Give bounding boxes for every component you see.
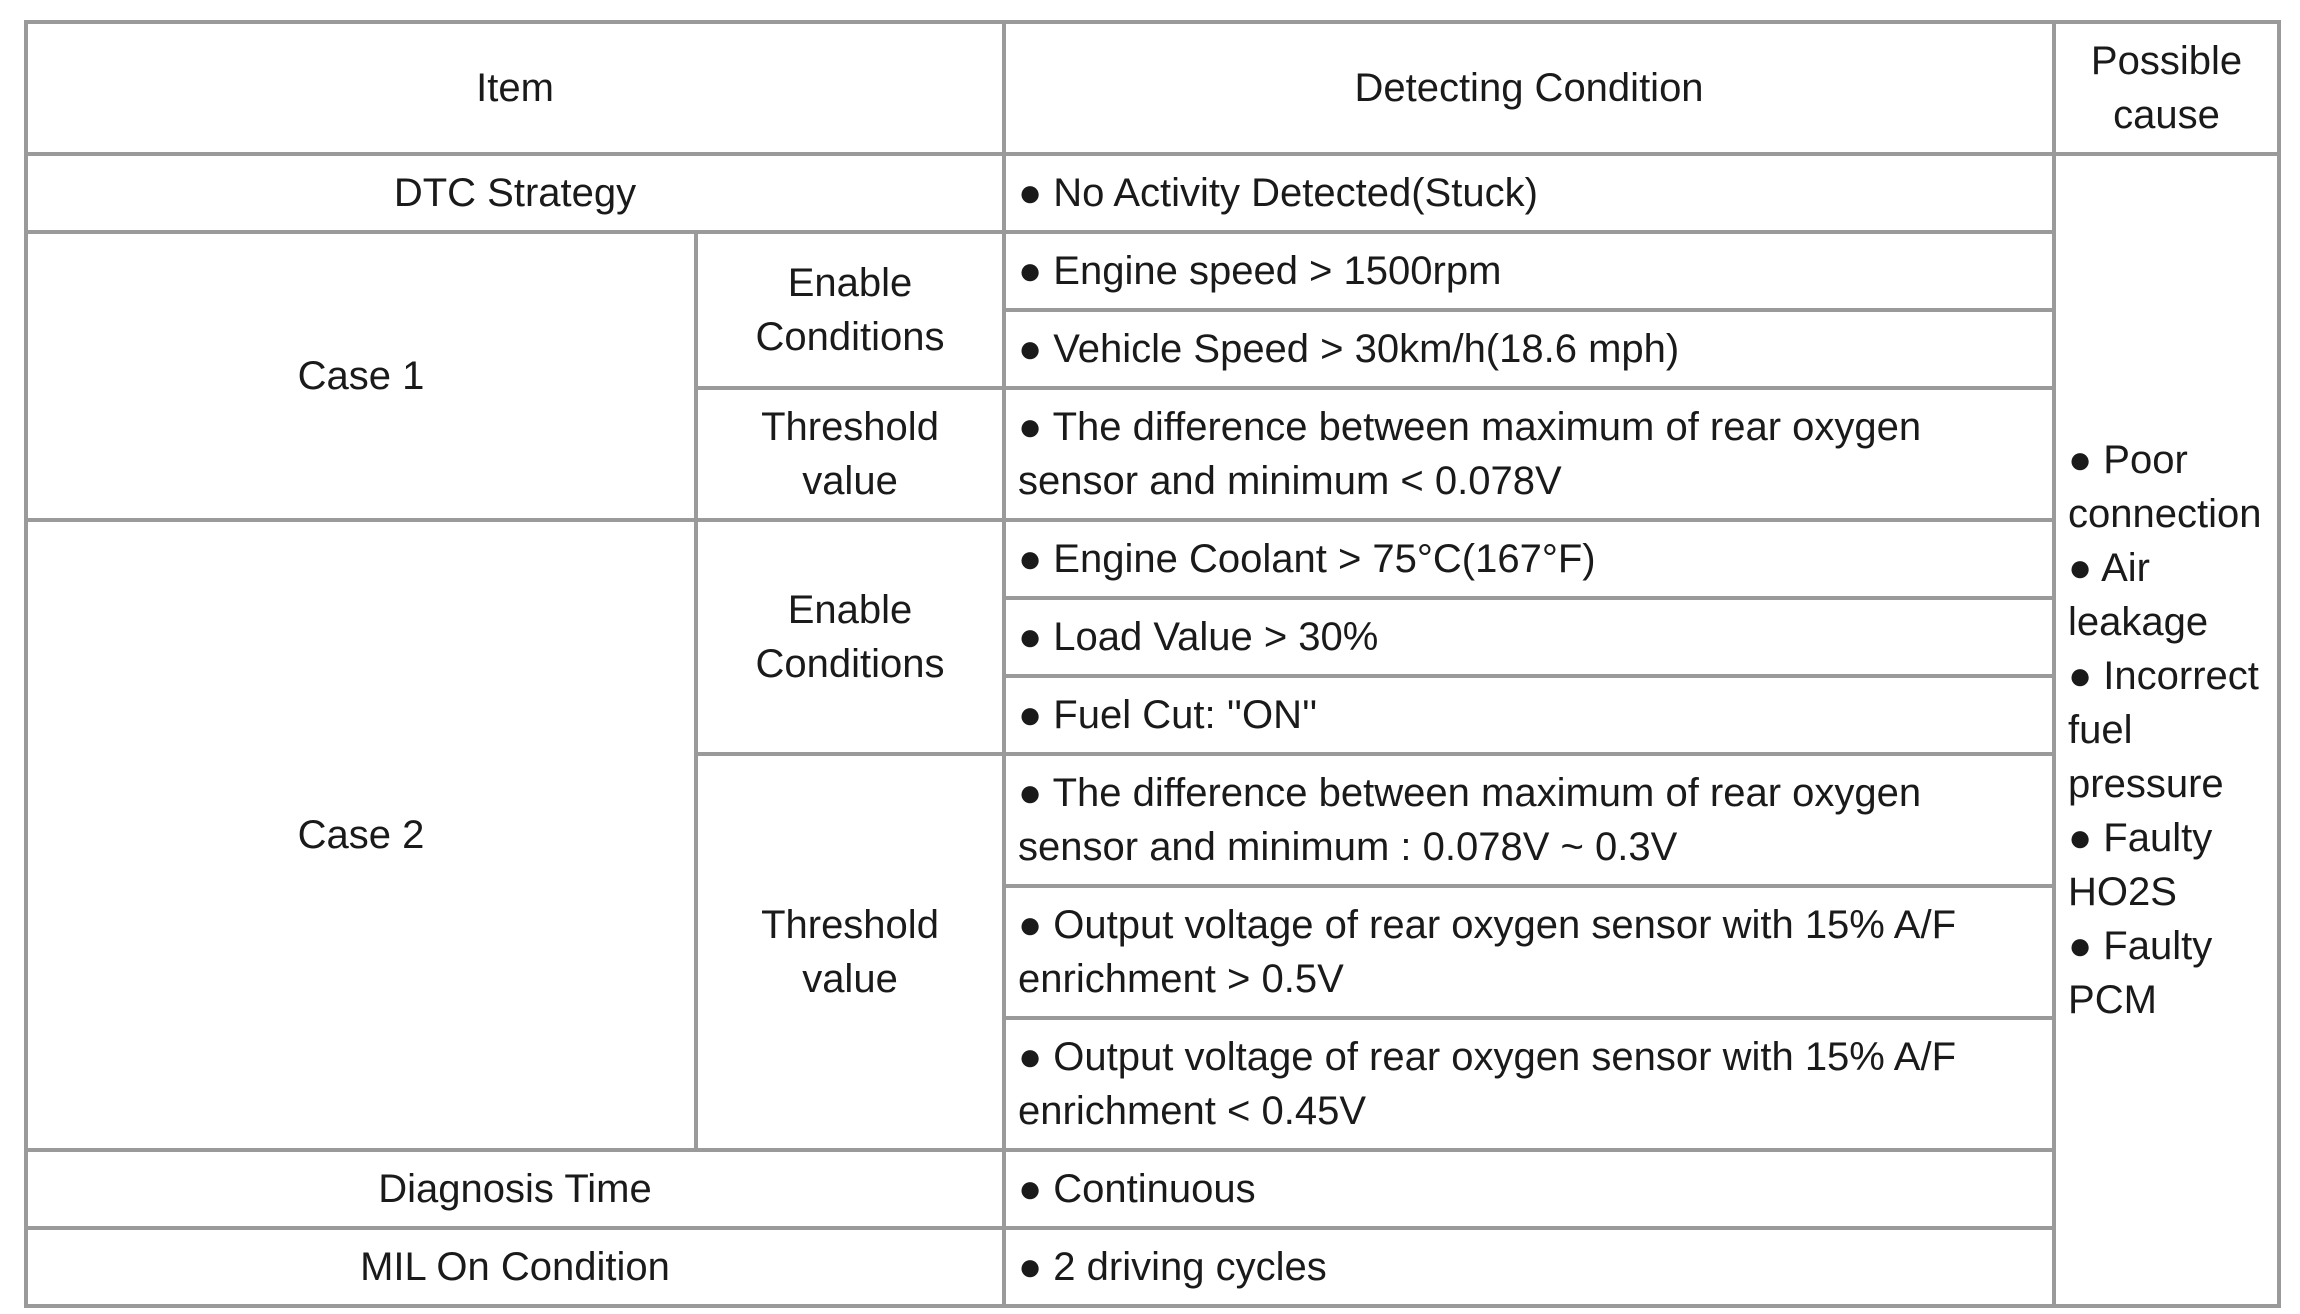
- header-possible-cause: Possible cause: [2054, 22, 2279, 154]
- case1-enable-label: Enable Conditions: [696, 232, 1004, 388]
- mil-on-condition-value: ● 2 driving cycles: [1004, 1228, 2054, 1306]
- case2-threshold-value: ● Output voltage of rear oxygen sensor with 15% A/F enrichment < 0.45V: [1004, 1018, 2054, 1150]
- cause-item: ● Faulty HO2S: [2068, 816, 2213, 914]
- case2-threshold-value: ● Output voltage of rear oxygen sensor with 15% A/F enrichment > 0.5V: [1004, 886, 2054, 1018]
- cause-item: ● Incorrect fuel pressure: [2068, 654, 2259, 806]
- row-diagnosis-time: [26, 1150, 2279, 1228]
- possible-cause-cell: [2054, 154, 2279, 1306]
- cause-item: ● Air leakage: [2068, 546, 2209, 644]
- cause-item: ● Poor connection: [2068, 438, 2262, 536]
- row-dtc-strategy: [26, 154, 2279, 232]
- cause-item: ● Faulty PCM: [2068, 924, 2213, 1022]
- diagnosis-time-condition: ● Continuous: [1004, 1150, 2054, 1228]
- dtc-strategy-label: DTC Strategy: [26, 154, 1004, 232]
- case2-enable-condition: ● Fuel Cut: ''ON'': [1004, 676, 2054, 754]
- case2-threshold-value: ● The difference between maximum of rear oxygen sensor and minimum : 0.078V ~ 0.3V: [1004, 754, 2054, 886]
- case2-enable-label: Enable Conditions: [696, 520, 1004, 754]
- mil-on-condition-label: MIL On Condition: [26, 1228, 1004, 1306]
- diagnosis-time-label: Diagnosis Time: [26, 1150, 1004, 1228]
- case2-enable-condition: ● Load Value > 30%: [1004, 598, 2054, 676]
- row-mil-on-condition: [26, 1228, 2279, 1306]
- dtc-spec-table: [24, 20, 2281, 1308]
- row-case2-enable-1: [26, 520, 2279, 598]
- dtc-strategy-condition: ● No Activity Detected(Stuck): [1004, 154, 2054, 232]
- case1-threshold-label: Threshold value: [696, 388, 1004, 520]
- header-row: [26, 22, 2279, 154]
- case1-enable-condition: ● Vehicle Speed > 30km/h(18.6 mph): [1004, 310, 2054, 388]
- case2-threshold-label: Threshold value: [696, 754, 1004, 1150]
- case1-threshold-value: ● The difference between maximum of rear oxygen sensor and minimum < 0.078V: [1004, 388, 2054, 520]
- case1-label: Case 1: [26, 232, 696, 520]
- header-detecting-condition: Detecting Condition: [1004, 22, 2054, 154]
- case2-enable-condition: ● Engine Coolant > 75°C(167°F): [1004, 520, 2054, 598]
- case1-enable-condition: ● Engine speed > 1500rpm: [1004, 232, 2054, 310]
- row-case1-enable-1: [26, 232, 2279, 310]
- case2-label: Case 2: [26, 520, 696, 1150]
- header-item: Item: [26, 22, 1004, 154]
